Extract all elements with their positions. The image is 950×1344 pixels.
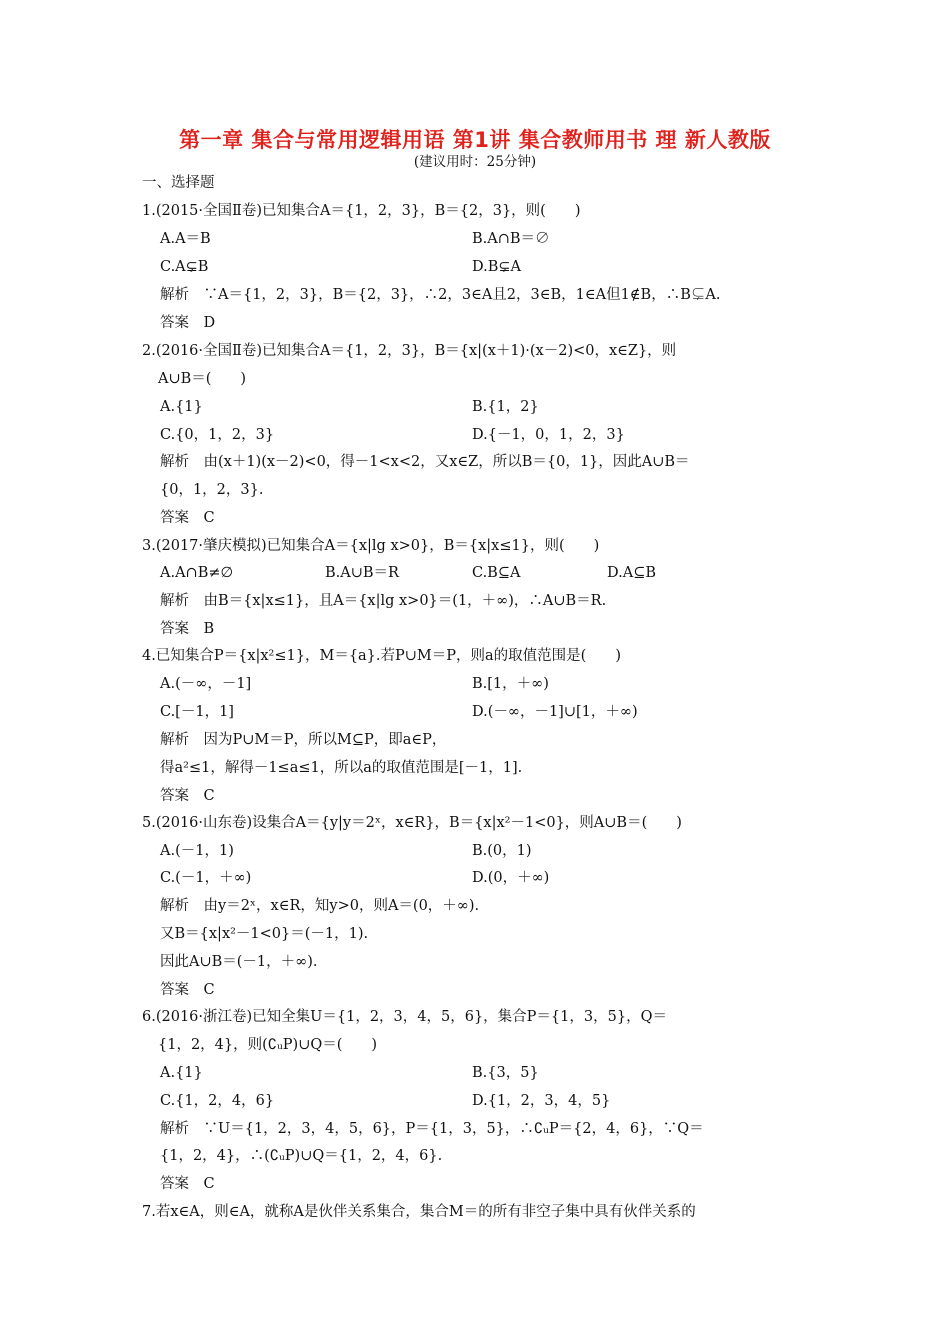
q1-option-a: A.A＝B — [160, 231, 211, 247]
q3-option-d: D.A⊆B — [607, 565, 656, 581]
q6-solution-cont: {1，2，4}，∴(∁ᵤP)∪Q＝{1，2，4，6}. — [160, 1148, 443, 1164]
q2-option-a: A.{1} — [160, 399, 203, 415]
q7-stem: 7.若x∈A，则∈A，就称A是伙伴关系集合，集合M＝的所有非空子集中具有伙伴关系的 — [142, 1204, 696, 1220]
q5-option-b: B.(0，1) — [472, 843, 532, 859]
q3-solution: 解析 由B＝{x|x≤1}，且A＝{x|lg x>0}＝(1，＋∞)，∴A∪B＝R. — [160, 593, 607, 609]
section-heading: 一、选择题 — [142, 175, 215, 191]
q6-option-d: D.{1，2，3，4，5} — [472, 1093, 611, 1109]
q4-stem: 4.已知集合P＝{x|x²≤1}，M＝{a}.若P∪M＝P，则a的取值范围是( ) — [142, 648, 621, 664]
q4-option-a: A.(－∞，－1] — [160, 676, 252, 692]
q1-stem: 1.(2015·全国Ⅱ卷)已知集合A＝{1，2，3}，B＝{2，3}，则( ) — [142, 203, 581, 219]
q1-answer: 答案 D — [160, 315, 216, 331]
q6-solution: 解析 ∵U＝{1，2，3，4，5，6}，P＝{1，3，5}，∴∁ᵤP＝{2，4，6}，∵Q＝ — [160, 1121, 704, 1137]
q6-stem-cont: {1，2，4}，则(∁ᵤP)∪Q＝( ) — [158, 1037, 378, 1053]
q1-solution: 解析 ∵A＝{1，2，3}，B＝{2，3}，∴2，3∈A且2，3∈B，1∈A但1∉B，∴B⊊A. — [160, 287, 721, 303]
q2-option-d: D.{－1，0，1，2，3} — [472, 427, 625, 443]
q6-option-c: C.{1，2，4，6} — [160, 1093, 275, 1109]
q5-solution-cont: 又B＝{x|x²－1<0}＝(－1，1). — [160, 926, 369, 942]
q2-option-c: C.{0，1，2，3} — [160, 427, 275, 443]
q4-solution-cont: 得a²≤1，解得－1≤a≤1，所以a的取值范围是[－1，1]. — [160, 760, 523, 776]
q4-option-b: B.[1，＋∞) — [472, 676, 549, 692]
q3-option-a: A.A∩B≠∅ — [160, 565, 234, 581]
q5-option-a: A.(－1，1) — [160, 843, 234, 859]
q6-answer: 答案 C — [160, 1176, 215, 1192]
q2-stem-cont: A∪B＝( ) — [158, 371, 247, 387]
q2-solution-cont: {0，1，2，3}. — [160, 482, 264, 498]
q6-stem: 6.(2016·浙江卷)已知全集U＝{1，2，3，4，5，6}，集合P＝{1，3，5}，Q＝ — [142, 1009, 667, 1025]
q4-option-d: D.(－∞，－1]∪[1，＋∞) — [472, 704, 638, 720]
q5-stem: 5.(2016·山东卷)设集合A＝{y|y＝2ˣ，x∈R}，B＝{x|x²－1<0}，则A∪B＝( ) — [142, 815, 682, 831]
q4-option-c: C.[－1，1] — [160, 704, 234, 720]
q6-option-a: A.{1} — [160, 1065, 203, 1081]
q2-option-b: B.{1，2} — [472, 399, 539, 415]
q4-solution: 解析 因为P∪M＝P，所以M⊆P，即a∈P， — [160, 732, 447, 748]
q3-option-b: B.A∪B＝R — [325, 565, 399, 581]
q4-answer: 答案 C — [160, 788, 215, 804]
q1-option-c: C.A⊊B — [160, 259, 209, 275]
q2-solution: 解析 由(x＋1)(x－2)<0，得－1<x<2，又x∈Z，所以B＝{0，1}，因此A∪B＝ — [160, 454, 690, 470]
q5-answer: 答案 C — [160, 982, 215, 998]
q1-option-b: B.A∩B＝∅ — [472, 231, 550, 247]
q5-solution-cont-2: 因此A∪B＝(－1，＋∞). — [160, 954, 318, 970]
q5-solution: 解析 由y＝2ˣ，x∈R，知y>0，则A＝(0，＋∞). — [160, 898, 480, 914]
q2-stem: 2.(2016·全国Ⅱ卷)已知集合A＝{1，2，3}，B＝{x|(x＋1)·(x－2)<0，x∈Z}，则 — [142, 343, 677, 359]
suggested-time: (建议用时：25分钟) — [413, 154, 537, 170]
q5-option-d: D.(0，＋∞) — [472, 870, 550, 886]
q6-option-b: B.{3，5} — [472, 1065, 539, 1081]
q2-answer: 答案 C — [160, 510, 215, 526]
q3-stem: 3.(2017·肇庆模拟)已知集合A＝{x|lg x>0}，B＝{x|x≤1}，则( ) — [142, 538, 600, 554]
q1-option-d: D.B⊊A — [472, 259, 521, 275]
q3-option-c: C.B⊆A — [472, 565, 521, 581]
document-title: 第一章 集合与常用逻辑用语 第1讲 集合教师用书 理 新人教版 — [179, 128, 771, 152]
q3-answer: 答案 B — [160, 621, 215, 637]
q5-option-c: C.(－1，＋∞) — [160, 870, 252, 886]
